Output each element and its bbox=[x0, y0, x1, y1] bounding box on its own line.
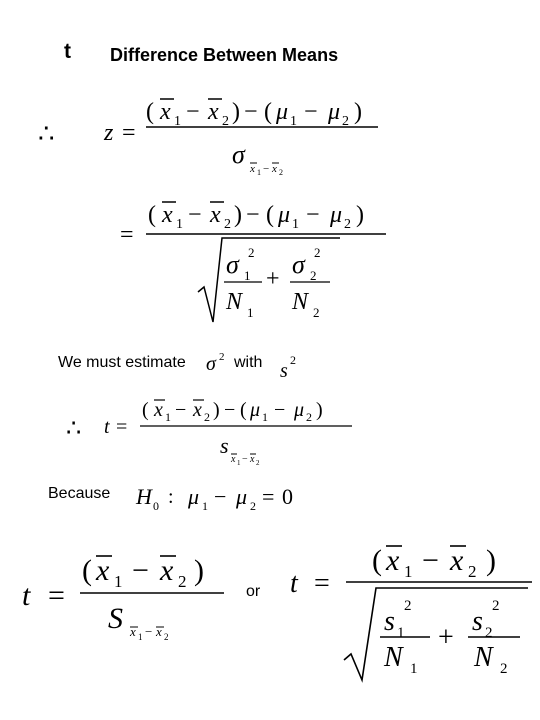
svg-text:x: x bbox=[272, 163, 277, 175]
svg-text:(: ( bbox=[82, 554, 92, 587]
svg-text::: : bbox=[168, 486, 174, 508]
svg-text:−: − bbox=[188, 202, 202, 228]
svg-text:S: S bbox=[108, 602, 123, 635]
svg-text:t: t bbox=[22, 579, 31, 612]
svg-text:1: 1 bbox=[244, 268, 251, 283]
svg-text:−: − bbox=[274, 399, 286, 421]
svg-text:σ: σ bbox=[206, 353, 216, 375]
svg-text:+: + bbox=[438, 622, 454, 653]
svg-text:−: − bbox=[242, 454, 248, 465]
svg-text:1: 1 bbox=[202, 499, 208, 513]
svg-text:x: x bbox=[250, 454, 255, 465]
svg-text:μ: μ bbox=[278, 202, 291, 228]
svg-text:t: t bbox=[104, 416, 110, 438]
null-hypothesis bbox=[135, 484, 293, 513]
svg-text:=: = bbox=[314, 568, 330, 599]
svg-text:z: z bbox=[104, 120, 114, 146]
svg-text:=: = bbox=[116, 416, 128, 438]
svg-text:2: 2 bbox=[492, 598, 500, 614]
svg-text:0: 0 bbox=[153, 499, 159, 513]
svg-text:x: x bbox=[156, 624, 162, 639]
svg-text:−: − bbox=[145, 624, 153, 639]
svg-text:−: − bbox=[186, 99, 200, 125]
svg-text:−: − bbox=[132, 554, 149, 587]
svg-text:σ: σ bbox=[226, 250, 239, 279]
svg-text:x: x bbox=[250, 163, 255, 175]
svg-text:N: N bbox=[474, 642, 493, 673]
svg-text:μ: μ bbox=[330, 202, 343, 228]
svg-text:μ: μ bbox=[276, 99, 289, 125]
svg-text:μ: μ bbox=[236, 484, 248, 509]
svg-text:x: x bbox=[162, 202, 173, 228]
svg-text:2: 2 bbox=[164, 632, 169, 642]
svg-text:x: x bbox=[386, 544, 400, 577]
svg-text:2: 2 bbox=[256, 459, 260, 467]
svg-text:+: + bbox=[266, 266, 280, 292]
svg-text:2: 2 bbox=[219, 351, 225, 363]
svg-text:2: 2 bbox=[250, 499, 256, 513]
svg-text:2: 2 bbox=[344, 217, 351, 232]
svg-text:=: = bbox=[48, 579, 65, 612]
svg-text:): ) bbox=[356, 202, 364, 228]
svg-text:2: 2 bbox=[404, 598, 412, 614]
svg-text:2: 2 bbox=[468, 562, 477, 581]
svg-text:−: − bbox=[246, 202, 260, 228]
svg-text:1: 1 bbox=[292, 217, 299, 232]
svg-text:2: 2 bbox=[314, 245, 321, 260]
svg-text:μ: μ bbox=[328, 99, 341, 125]
svg-text:=: = bbox=[120, 222, 134, 248]
svg-text:1: 1 bbox=[290, 114, 297, 129]
svg-text:2: 2 bbox=[222, 114, 229, 129]
svg-text:): ) bbox=[213, 399, 220, 421]
svg-text:−: − bbox=[263, 163, 270, 175]
svg-text:1: 1 bbox=[138, 632, 143, 642]
svg-text:∴: ∴ bbox=[66, 416, 82, 442]
svg-text:2: 2 bbox=[204, 410, 210, 424]
svg-text:x: x bbox=[450, 544, 464, 577]
svg-text:2: 2 bbox=[290, 353, 296, 367]
svg-text:2: 2 bbox=[310, 268, 317, 283]
svg-text:1: 1 bbox=[404, 562, 413, 581]
svg-text:1: 1 bbox=[262, 410, 268, 424]
svg-text:): ) bbox=[232, 99, 240, 125]
svg-text:1: 1 bbox=[165, 410, 171, 424]
page-title: Difference Between Means bbox=[110, 45, 339, 65]
svg-text:): ) bbox=[194, 554, 204, 587]
svg-text:μ: μ bbox=[250, 399, 261, 421]
svg-text:∴: ∴ bbox=[38, 119, 55, 148]
svg-text:x: x bbox=[154, 399, 163, 421]
svg-text:2: 2 bbox=[224, 217, 231, 232]
svg-text:−: − bbox=[224, 399, 236, 421]
svg-text:σ: σ bbox=[292, 250, 305, 279]
svg-text:s: s bbox=[472, 606, 483, 637]
svg-text:−: − bbox=[244, 99, 258, 125]
svg-text:(: ( bbox=[142, 399, 149, 421]
svg-text:1: 1 bbox=[174, 114, 181, 129]
sigma-squared-symbol bbox=[206, 351, 225, 375]
svg-text:x: x bbox=[231, 454, 236, 465]
svg-text:=: = bbox=[122, 120, 136, 146]
svg-text:−: − bbox=[306, 202, 320, 228]
svg-text:x: x bbox=[208, 99, 219, 125]
or-text: or bbox=[246, 583, 261, 600]
estimate-text: We must estimate bbox=[58, 354, 186, 371]
svg-text:s: s bbox=[280, 360, 288, 382]
svg-text:1: 1 bbox=[410, 661, 418, 677]
svg-text:(: ( bbox=[266, 202, 274, 228]
svg-text:H: H bbox=[136, 484, 152, 509]
svg-text:=: = bbox=[262, 484, 275, 509]
svg-text:2: 2 bbox=[306, 410, 312, 424]
svg-text:2: 2 bbox=[248, 245, 255, 260]
svg-text:−: − bbox=[175, 399, 187, 421]
svg-text:0: 0 bbox=[282, 484, 293, 509]
svg-text:1: 1 bbox=[237, 459, 241, 467]
svg-text:2: 2 bbox=[178, 572, 187, 591]
z-equation-population-variance bbox=[120, 202, 386, 322]
svg-text:(: ( bbox=[148, 202, 156, 228]
t-equation-right bbox=[290, 544, 532, 680]
svg-text:N: N bbox=[384, 642, 403, 673]
svg-text:σ: σ bbox=[232, 140, 245, 169]
svg-text:N: N bbox=[292, 289, 309, 315]
svg-text:): ) bbox=[486, 544, 496, 577]
s-squared-symbol bbox=[280, 353, 296, 382]
svg-text:1: 1 bbox=[397, 625, 405, 641]
svg-text:−: − bbox=[422, 544, 439, 577]
t-symbol: t bbox=[64, 40, 71, 63]
svg-text:2: 2 bbox=[342, 114, 349, 129]
svg-text:2: 2 bbox=[279, 168, 283, 177]
z-equation-sigma-mean bbox=[38, 99, 378, 177]
svg-text:s: s bbox=[220, 433, 229, 458]
svg-text:N: N bbox=[226, 289, 243, 315]
svg-text:μ: μ bbox=[294, 399, 305, 421]
svg-text:2: 2 bbox=[313, 305, 320, 320]
svg-text:): ) bbox=[234, 202, 242, 228]
svg-text:x: x bbox=[96, 554, 110, 587]
t-equation-left bbox=[22, 554, 224, 642]
svg-text:1: 1 bbox=[257, 168, 261, 177]
with-text: with bbox=[234, 354, 263, 371]
svg-text:2: 2 bbox=[485, 625, 493, 641]
svg-text:−: − bbox=[214, 484, 227, 509]
svg-text:): ) bbox=[316, 399, 323, 421]
svg-text:x: x bbox=[193, 399, 202, 421]
svg-text:−: − bbox=[304, 99, 318, 125]
svg-text:μ: μ bbox=[188, 484, 200, 509]
svg-text:1: 1 bbox=[247, 305, 254, 320]
svg-text:x: x bbox=[130, 624, 136, 639]
svg-text:1: 1 bbox=[176, 217, 183, 232]
svg-text:2: 2 bbox=[500, 661, 508, 677]
svg-text:t: t bbox=[290, 568, 298, 599]
svg-text:x: x bbox=[160, 99, 171, 125]
svg-text:x: x bbox=[160, 554, 174, 587]
svg-text:(: ( bbox=[372, 544, 382, 577]
svg-text:): ) bbox=[354, 99, 362, 125]
because-text: Because bbox=[48, 485, 111, 502]
svg-text:(: ( bbox=[240, 399, 247, 421]
svg-text:x: x bbox=[210, 202, 221, 228]
svg-text:(: ( bbox=[264, 99, 272, 125]
svg-text:1: 1 bbox=[114, 572, 123, 591]
t-equation-sample-sd bbox=[66, 399, 352, 467]
svg-text:(: ( bbox=[146, 99, 154, 125]
svg-text:s: s bbox=[384, 606, 395, 637]
